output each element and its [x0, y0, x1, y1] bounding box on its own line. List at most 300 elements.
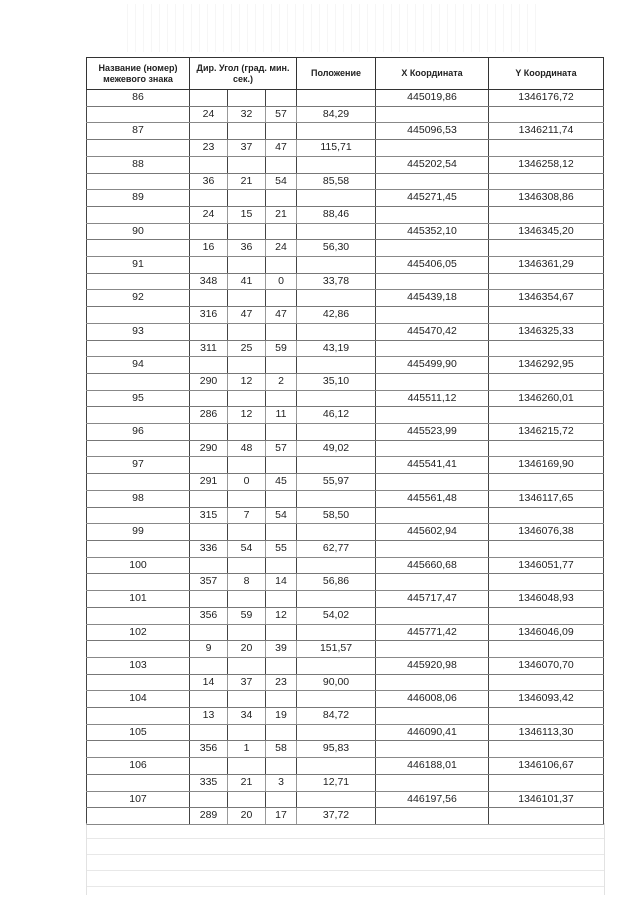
empty-cell: [376, 474, 489, 491]
empty-cell: [297, 424, 376, 441]
empty-cell: [266, 591, 297, 608]
y-coordinate: 1346211,74: [489, 123, 604, 140]
empty-cell: [228, 323, 266, 340]
empty-cell: [297, 390, 376, 407]
y-coordinate: 1346258,12: [489, 156, 604, 173]
point-name: 97: [87, 457, 190, 474]
segment-length: 84,72: [297, 708, 376, 725]
empty-cell: [228, 390, 266, 407]
empty-cell: [489, 440, 604, 457]
empty-cell: [489, 574, 604, 591]
empty-cell: [297, 357, 376, 374]
angle-minutes: 37: [228, 674, 266, 691]
empty-cell: [297, 323, 376, 340]
angle-seconds: 57: [266, 106, 297, 123]
table-row-segment: [87, 273, 604, 290]
empty-cell: [376, 407, 489, 424]
empty-cell: [87, 774, 190, 791]
empty-cell: [489, 641, 604, 658]
empty-cell: [228, 724, 266, 741]
point-name: 90: [87, 223, 190, 240]
y-coordinate: 1346176,72: [489, 90, 604, 107]
table-row-point: [87, 791, 604, 808]
point-name: 96: [87, 424, 190, 441]
empty-cell: [297, 257, 376, 274]
angle-seconds: 54: [266, 173, 297, 190]
angle-degrees: 335: [190, 774, 228, 791]
segment-length: 42,86: [297, 307, 376, 324]
x-coordinate: 445511,12: [376, 390, 489, 407]
empty-cell: [489, 206, 604, 223]
angle-seconds: 17: [266, 808, 297, 825]
angle-seconds: 11: [266, 407, 297, 424]
empty-cell: [297, 457, 376, 474]
point-name: 98: [87, 490, 190, 507]
x-coordinate: 445271,45: [376, 190, 489, 207]
point-name: 103: [87, 657, 190, 674]
empty-cell: [190, 323, 228, 340]
empty-cell: [297, 190, 376, 207]
empty-cell: [190, 791, 228, 808]
y-coordinate: 1346325,33: [489, 323, 604, 340]
empty-cell: [190, 591, 228, 608]
empty-cell: [266, 390, 297, 407]
y-coordinate: 1346046,09: [489, 624, 604, 641]
empty-cell: [297, 557, 376, 574]
table-row-point: [87, 123, 604, 140]
x-coordinate: 445771,42: [376, 624, 489, 641]
empty-cell: [376, 674, 489, 691]
angle-minutes: 34: [228, 708, 266, 725]
angle-seconds: 3: [266, 774, 297, 791]
empty-cell: [190, 223, 228, 240]
empty-cell: [266, 758, 297, 775]
empty-cell: [266, 323, 297, 340]
empty-cell: [489, 173, 604, 190]
table-row-point: [87, 691, 604, 708]
empty-cell: [297, 591, 376, 608]
empty-cell: [297, 123, 376, 140]
empty-cell: [190, 90, 228, 107]
table-row-point: [87, 724, 604, 741]
empty-cell: [376, 440, 489, 457]
empty-cell: [87, 373, 190, 390]
x-coordinate: 445499,90: [376, 357, 489, 374]
angle-degrees: 291: [190, 474, 228, 491]
table-row-segment: [87, 507, 604, 524]
table-row-point: [87, 190, 604, 207]
angle-degrees: 13: [190, 708, 228, 725]
segment-length: 33,78: [297, 273, 376, 290]
empty-cell: [228, 624, 266, 641]
empty-cell: [489, 708, 604, 725]
empty-cell: [266, 524, 297, 541]
empty-cell: [266, 290, 297, 307]
angle-minutes: 36: [228, 240, 266, 257]
table-row-segment: [87, 741, 604, 758]
y-coordinate: 1346048,93: [489, 591, 604, 608]
empty-cell: [228, 156, 266, 173]
x-coordinate: 446197,56: [376, 791, 489, 808]
segment-length: 49,02: [297, 440, 376, 457]
empty-cell: [87, 474, 190, 491]
y-coordinate: 1346093,42: [489, 691, 604, 708]
empty-cell: [87, 440, 190, 457]
empty-cell: [87, 808, 190, 825]
empty-cell: [190, 657, 228, 674]
empty-cell: [228, 691, 266, 708]
empty-cell: [228, 490, 266, 507]
empty-cell: [489, 407, 604, 424]
empty-cell: [376, 240, 489, 257]
header-y-coordinate: Y Координата: [489, 58, 604, 90]
angle-minutes: 41: [228, 273, 266, 290]
segment-length: 90,00: [297, 674, 376, 691]
y-coordinate: 1346070,70: [489, 657, 604, 674]
empty-cell: [266, 724, 297, 741]
table-row-segment: [87, 607, 604, 624]
y-coordinate: 1346051,77: [489, 557, 604, 574]
point-name: 101: [87, 591, 190, 608]
table-row-point: [87, 657, 604, 674]
x-coordinate: 445352,10: [376, 223, 489, 240]
segment-length: 35,10: [297, 373, 376, 390]
y-coordinate: 1346292,95: [489, 357, 604, 374]
table-row-segment: [87, 106, 604, 123]
table-row-segment: [87, 173, 604, 190]
empty-cell: [297, 90, 376, 107]
angle-minutes: 20: [228, 641, 266, 658]
empty-cell: [489, 106, 604, 123]
angle-degrees: 24: [190, 206, 228, 223]
table-row-point: [87, 490, 604, 507]
empty-cell: [190, 424, 228, 441]
segment-length: 95,83: [297, 741, 376, 758]
empty-cell: [489, 273, 604, 290]
empty-cell: [87, 240, 190, 257]
table-row-segment: [87, 206, 604, 223]
angle-seconds: 58: [266, 741, 297, 758]
empty-cell: [87, 106, 190, 123]
empty-cell: [87, 273, 190, 290]
empty-cell: [87, 574, 190, 591]
angle-seconds: 45: [266, 474, 297, 491]
angle-degrees: 316: [190, 307, 228, 324]
empty-cell: [87, 607, 190, 624]
empty-cell: [228, 557, 266, 574]
header-point-name: Название (номер) межевого знака: [87, 58, 190, 90]
empty-cell: [489, 507, 604, 524]
angle-seconds: 59: [266, 340, 297, 357]
empty-cell: [297, 791, 376, 808]
angle-seconds: 12: [266, 607, 297, 624]
segment-length: 58,50: [297, 507, 376, 524]
empty-cell: [376, 607, 489, 624]
x-coordinate: 445541,41: [376, 457, 489, 474]
y-coordinate: 1346117,65: [489, 490, 604, 507]
angle-minutes: 12: [228, 373, 266, 390]
point-name: 95: [87, 390, 190, 407]
table-row-segment: [87, 440, 604, 457]
angle-degrees: 336: [190, 540, 228, 557]
table-row-point: [87, 257, 604, 274]
empty-cell: [266, 90, 297, 107]
y-coordinate: 1346260,01: [489, 390, 604, 407]
angle-minutes: 37: [228, 140, 266, 157]
x-coordinate: 445019,86: [376, 90, 489, 107]
empty-cell: [489, 741, 604, 758]
empty-cell: [266, 156, 297, 173]
table-row-segment: [87, 340, 604, 357]
table-row-point: [87, 758, 604, 775]
angle-minutes: 59: [228, 607, 266, 624]
table-row-point: [87, 223, 604, 240]
empty-cell: [87, 206, 190, 223]
table-row-point: [87, 90, 604, 107]
empty-cell: [87, 140, 190, 157]
angle-degrees: 357: [190, 574, 228, 591]
empty-cell: [266, 357, 297, 374]
x-coordinate: 445439,18: [376, 290, 489, 307]
empty-cell: [87, 340, 190, 357]
empty-cell: [376, 641, 489, 658]
table-row-point: [87, 524, 604, 541]
header-length: Положение: [297, 58, 376, 90]
header-direction-angle: Дир. Угол (град. мин. сек.): [190, 58, 297, 90]
x-coordinate: 445561,48: [376, 490, 489, 507]
segment-length: 54,02: [297, 607, 376, 624]
empty-cell: [376, 173, 489, 190]
angle-degrees: 24: [190, 106, 228, 123]
empty-cell: [228, 791, 266, 808]
empty-cell: [266, 223, 297, 240]
angle-minutes: 32: [228, 106, 266, 123]
empty-cell: [87, 540, 190, 557]
empty-cell: [266, 457, 297, 474]
empty-cell: [489, 240, 604, 257]
angle-minutes: 7: [228, 507, 266, 524]
empty-cell: [228, 758, 266, 775]
empty-cell: [228, 257, 266, 274]
segment-length: 115,71: [297, 140, 376, 157]
angle-minutes: 25: [228, 340, 266, 357]
table-row-segment: [87, 674, 604, 691]
table-row-segment: [87, 808, 604, 825]
empty-cell: [228, 657, 266, 674]
x-coordinate: 446008,06: [376, 691, 489, 708]
table-row-segment: [87, 407, 604, 424]
table-row-segment: [87, 574, 604, 591]
angle-minutes: 1: [228, 741, 266, 758]
table-row-segment: [87, 240, 604, 257]
angle-degrees: 23: [190, 140, 228, 157]
angle-seconds: 0: [266, 273, 297, 290]
angle-seconds: 57: [266, 440, 297, 457]
empty-cell: [190, 557, 228, 574]
empty-cell: [376, 273, 489, 290]
empty-cell: [190, 724, 228, 741]
empty-cell: [87, 708, 190, 725]
point-name: 105: [87, 724, 190, 741]
table-row-segment: [87, 474, 604, 491]
empty-cell: [297, 156, 376, 173]
angle-minutes: 21: [228, 173, 266, 190]
empty-cell: [228, 290, 266, 307]
empty-cell: [489, 307, 604, 324]
empty-cell: [190, 691, 228, 708]
x-coordinate: 445406,05: [376, 257, 489, 274]
y-coordinate: 1346106,67: [489, 758, 604, 775]
empty-cell: [228, 524, 266, 541]
y-coordinate: 1346354,67: [489, 290, 604, 307]
empty-cell: [190, 290, 228, 307]
angle-seconds: 47: [266, 307, 297, 324]
table-row-segment: [87, 373, 604, 390]
angle-seconds: 2: [266, 373, 297, 390]
angle-seconds: 21: [266, 206, 297, 223]
angle-degrees: 16: [190, 240, 228, 257]
angle-minutes: 12: [228, 407, 266, 424]
angle-seconds: 47: [266, 140, 297, 157]
table-row-segment: [87, 708, 604, 725]
segment-length: 85,58: [297, 173, 376, 190]
angle-seconds: 19: [266, 708, 297, 725]
table-row-point: [87, 424, 604, 441]
angle-seconds: 39: [266, 641, 297, 658]
empty-cell: [266, 424, 297, 441]
faint-continuation-rows: [86, 823, 605, 895]
x-coordinate: 445717,47: [376, 591, 489, 608]
empty-cell: [228, 123, 266, 140]
y-coordinate: 1346076,38: [489, 524, 604, 541]
angle-degrees: 315: [190, 507, 228, 524]
empty-cell: [190, 524, 228, 541]
x-coordinate: 445660,68: [376, 557, 489, 574]
y-coordinate: 1346113,30: [489, 724, 604, 741]
point-name: 92: [87, 290, 190, 307]
angle-seconds: 14: [266, 574, 297, 591]
empty-cell: [190, 190, 228, 207]
angle-degrees: 14: [190, 674, 228, 691]
empty-cell: [489, 774, 604, 791]
segment-length: 88,46: [297, 206, 376, 223]
empty-cell: [228, 223, 266, 240]
empty-cell: [228, 424, 266, 441]
empty-cell: [297, 223, 376, 240]
empty-cell: [87, 407, 190, 424]
point-name: 102: [87, 624, 190, 641]
segment-length: 37,72: [297, 808, 376, 825]
table-row-segment: [87, 540, 604, 557]
empty-cell: [376, 708, 489, 725]
empty-cell: [489, 607, 604, 624]
table-row-point: [87, 156, 604, 173]
segment-length: 43,19: [297, 340, 376, 357]
table-row-point: [87, 323, 604, 340]
empty-cell: [489, 373, 604, 390]
angle-minutes: 15: [228, 206, 266, 223]
y-coordinate: 1346215,72: [489, 424, 604, 441]
empty-cell: [489, 674, 604, 691]
point-name: 87: [87, 123, 190, 140]
table-row-segment: [87, 641, 604, 658]
empty-cell: [87, 741, 190, 758]
empty-cell: [190, 490, 228, 507]
table-header: [87, 58, 604, 90]
boundary-points-table: [86, 57, 604, 825]
table-row-segment: [87, 307, 604, 324]
empty-cell: [190, 457, 228, 474]
empty-cell: [190, 123, 228, 140]
empty-cell: [489, 540, 604, 557]
empty-cell: [190, 390, 228, 407]
empty-cell: [297, 490, 376, 507]
angle-seconds: 23: [266, 674, 297, 691]
angle-degrees: 356: [190, 741, 228, 758]
empty-cell: [266, 490, 297, 507]
empty-cell: [489, 474, 604, 491]
angle-seconds: 54: [266, 507, 297, 524]
empty-cell: [376, 140, 489, 157]
y-coordinate: 1346308,86: [489, 190, 604, 207]
table-row-point: [87, 290, 604, 307]
empty-cell: [87, 641, 190, 658]
segment-length: 84,29: [297, 106, 376, 123]
empty-cell: [228, 357, 266, 374]
empty-cell: [297, 758, 376, 775]
point-name: 94: [87, 357, 190, 374]
empty-cell: [376, 540, 489, 557]
empty-cell: [87, 173, 190, 190]
faint-scan-noise-top: [120, 4, 540, 52]
table-row-point: [87, 390, 604, 407]
x-coordinate: 446188,01: [376, 758, 489, 775]
empty-cell: [228, 90, 266, 107]
empty-cell: [266, 257, 297, 274]
header-x-coordinate: X Координата: [376, 58, 489, 90]
point-name: 88: [87, 156, 190, 173]
empty-cell: [87, 507, 190, 524]
table-row-point: [87, 457, 604, 474]
angle-seconds: 24: [266, 240, 297, 257]
angle-minutes: 47: [228, 307, 266, 324]
empty-cell: [297, 624, 376, 641]
empty-cell: [376, 808, 489, 825]
table-row-point: [87, 591, 604, 608]
empty-cell: [376, 307, 489, 324]
empty-cell: [266, 791, 297, 808]
angle-minutes: 21: [228, 774, 266, 791]
segment-length: 46,12: [297, 407, 376, 424]
empty-cell: [297, 290, 376, 307]
angle-degrees: 356: [190, 607, 228, 624]
empty-cell: [228, 457, 266, 474]
angle-minutes: 20: [228, 808, 266, 825]
point-name: 89: [87, 190, 190, 207]
table-row-segment: [87, 774, 604, 791]
y-coordinate: 1346101,37: [489, 791, 604, 808]
empty-cell: [376, 373, 489, 390]
empty-cell: [376, 741, 489, 758]
empty-cell: [266, 691, 297, 708]
segment-length: 62,77: [297, 540, 376, 557]
angle-degrees: 348: [190, 273, 228, 290]
empty-cell: [190, 624, 228, 641]
angle-degrees: 289: [190, 808, 228, 825]
x-coordinate: 445470,42: [376, 323, 489, 340]
empty-cell: [376, 340, 489, 357]
point-name: 91: [87, 257, 190, 274]
